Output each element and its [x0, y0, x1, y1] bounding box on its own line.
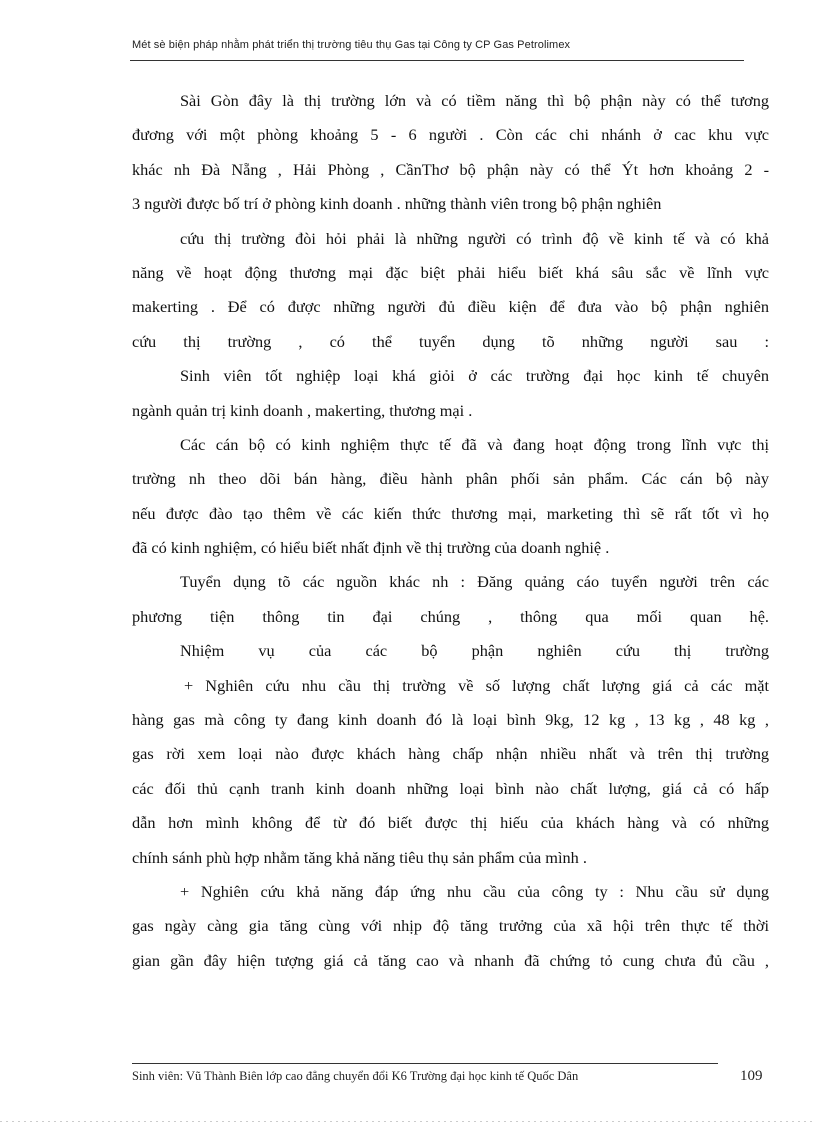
text-line: cứu thị trường đòi hỏi phải là những người có trình độ về kinh tế và có khả	[180, 228, 769, 248]
page-bottom-edge	[0, 1121, 816, 1122]
running-footer: Sinh viên: Vũ Thành Biên lớp cao đẳng chuyển đổi K6 Trường đại học kinh tế Quốc Dân	[132, 1069, 579, 1083]
text-line: trường nh theo dõi bán hàng, điều hành phân phối sản phẩm. Các cán bộ này	[132, 469, 769, 489]
text-line: + Nghiên cứu khả năng đáp ứng nhu cầu của công ty : Nhu cầu sử dụng	[180, 881, 769, 901]
text-line: Nhiệm vụ của các bộ phận nghiên cứu thị trường	[180, 641, 769, 661]
text-line: gas ngày càng gia tăng cùng với nhịp độ tăng trưởng của xã hội trên thực tế thời	[132, 916, 769, 936]
text-line: gian gần đây hiện tượng giá cả tăng cao và nhanh đã chứng tỏ cung chưa đủ cầu ,	[132, 950, 769, 970]
text-line: + Nghiên cứu nhu cầu thị trường về số lượng chất lượng giá cả các mặt	[184, 675, 769, 695]
header-divider	[130, 60, 744, 61]
text-line: Tuyển dụng tõ các nguồn khác nh : Đăng quảng cáo tuyển người trên các	[180, 572, 769, 592]
text-line: cứu thị trường , có thể tuyển dụng tõ những người sau :	[132, 331, 769, 351]
text-line: gas rời xem loại nào được khách hàng chấp nhận nhiều nhất và trên thị trường	[132, 744, 769, 764]
text-line: năng về hoạt động thương mại đặc biệt phải hiểu biết khá sâu sắc về lĩnh vực	[132, 262, 769, 282]
text-line: makerting . Để có được những người đủ điều kiện để đưa vào bộ phận nghiên	[132, 297, 769, 317]
text-line: các đối thủ cạnh tranh kinh doanh những loại bình nào chất lượng, giá cả có hấp	[132, 778, 769, 798]
text-line: chính sánh phù hợp nhằm tăng khả năng tiêu thụ sản phẩm của mình .	[132, 847, 587, 867]
page-body	[132, 84, 769, 978]
text-line: Các cán bộ có kinh nghiệm thực tế đã và đang hoạt động trong lĩnh vực thị	[180, 434, 769, 454]
text-line: ngành quản trị kinh doanh , makerting, thương mại .	[132, 400, 473, 420]
text-line: phương tiện thông tin đại chúng , thông qua mối quan hệ.	[132, 606, 769, 626]
footer-divider	[132, 1063, 718, 1064]
text-line: khác nh Đà Nẵng , Hải Phòng , CầnThơ bộ phận này có thể Ýt hơn khoảng 2 -	[132, 159, 769, 179]
page-number: 109	[740, 1068, 763, 1084]
text-line: Sinh viên tốt nghiệp loại khá giỏi ở các trường đại học kinh tế chuyên	[180, 366, 769, 386]
text-line: đã có kinh nghiệm, có hiểu biết nhất định về thị trường của doanh nghiệ .	[132, 538, 610, 558]
running-header: Mét sè biện pháp nhằm phát triển thị trường tiêu thụ Gas tại Công ty CP Gas Petrolimex	[132, 39, 571, 51]
text-line: 3 người được bố trí ở phòng kinh doanh . những thành viên trong bộ phận nghiên	[132, 194, 662, 214]
text-line: dẫn hơn mình không để từ đó biết được thị hiếu của khách hàng và có những	[132, 813, 769, 833]
text-line: đương với một phòng khoảng 5 - 6 người . Còn các chi nhánh ở cac khu vực	[132, 125, 769, 145]
text-line: hàng gas mà công ty đang kinh doanh đó là loại bình 9kg, 12 kg , 13 kg , 48 kg ,	[132, 710, 769, 730]
text-line: nếu được đào tạo thêm về các kiến thức thương mại, marketing thì sẽ rất tốt vì họ	[132, 503, 769, 523]
text-line: Sài Gòn đây là thị trường lớn và có tiềm năng thì bộ phận này có thể tương	[180, 91, 769, 110]
